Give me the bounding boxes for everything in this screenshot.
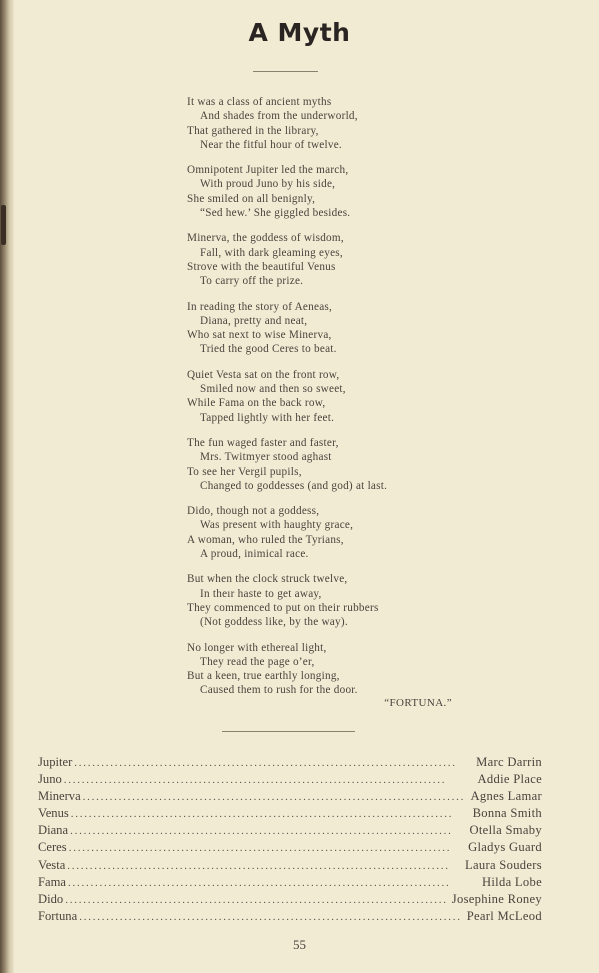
cast-row	[38, 908, 542, 925]
stanza	[187, 436, 477, 493]
dot-leader	[65, 892, 450, 909]
cast-row	[38, 857, 542, 874]
dot-leader	[68, 875, 480, 892]
cast-row	[38, 754, 542, 771]
cast-actor: Josephine Roney	[451, 891, 542, 906]
poem-line: Dido, though not a goddess,	[187, 505, 320, 518]
cast-actor: Addie Place	[477, 772, 542, 787]
cast-role: Diana	[38, 823, 69, 838]
page-number: 55	[293, 937, 306, 952]
stanza	[187, 95, 477, 152]
cast-role: Dido	[38, 891, 64, 906]
cast-role: Minerva	[38, 789, 81, 804]
poem-line: (Not goddess like, by the way).	[200, 616, 348, 629]
section-divider	[222, 731, 355, 732]
cast-row	[38, 822, 542, 839]
dot-leader	[71, 806, 471, 823]
poem-line: She smiled on all benignly,	[187, 192, 316, 205]
poem-line: Changed to goddesses (and god) at last.	[200, 479, 388, 492]
poem-line: Mrs. Twitmyer stood aghast	[200, 451, 332, 464]
cast-actor: Pearl McLeod	[466, 908, 542, 923]
cast-role: Venus	[38, 806, 69, 821]
cast-actor: Bonna Smith	[472, 806, 542, 821]
poem-line: Diana, pretty and neat,	[200, 314, 308, 327]
poem-line: Who sat next to wise Minerva,	[187, 329, 332, 342]
page-title: A Myth	[248, 18, 351, 47]
poem-line: And shades from the underworld,	[200, 110, 358, 123]
cast-row	[38, 805, 542, 822]
cast-role: Fortuna	[38, 908, 78, 923]
poem-line: In reading the story of Aeneas,	[187, 300, 333, 313]
dot-leader	[64, 772, 476, 789]
stanza	[187, 300, 477, 357]
poem-line: A woman, who ruled the Tyrians,	[187, 533, 344, 546]
binding-mark	[1, 205, 6, 245]
cast-actor: Marc Darrin	[476, 755, 542, 769]
poem-line: Caused them to rush for the door.	[200, 684, 358, 697]
stanza	[187, 231, 477, 288]
poem-line: Fall, with dark gleaming eyes,	[200, 246, 343, 259]
cast-role: Jupiter	[38, 755, 73, 769]
poem-line: Near the fitful hour of twelve.	[200, 138, 342, 151]
cast-actor: Hilda Lobe	[481, 874, 542, 889]
cast-actor: Laura Souders	[465, 857, 542, 872]
poem-line: That gathered in the library,	[187, 124, 319, 137]
poem-line: They read the page o’er,	[200, 655, 315, 668]
poem-line: They commenced to put on their rubbers	[187, 601, 379, 614]
stanza	[187, 572, 477, 629]
title-divider	[253, 71, 318, 72]
cast-actor: Gladys Guard	[468, 840, 542, 855]
poem-line: Strove with the beautiful Venus	[187, 260, 336, 273]
poem-signature: “FORTUNA.”	[384, 697, 452, 709]
poem-line: Minerva, the goddess of wisdom,	[187, 232, 344, 245]
poem-line: While Fama on the back row,	[187, 397, 326, 410]
cast-row	[38, 771, 542, 788]
poem-line: No longer with ethereal light,	[187, 641, 327, 654]
cast-role: Ceres	[38, 840, 67, 855]
dot-leader	[79, 909, 465, 926]
dot-leader	[69, 840, 466, 857]
cast-row	[38, 788, 542, 805]
dot-leader	[70, 823, 467, 840]
poem-line: To see her Vergil pupils,	[187, 465, 302, 478]
dot-leader	[83, 789, 469, 806]
poem-line: But a keen, true earthly longing,	[187, 670, 340, 683]
poem-line: But when the clock struck twelve,	[187, 573, 348, 586]
poem-line: Was present with haughty grace,	[200, 519, 354, 532]
poem	[187, 95, 477, 709]
cast-list	[38, 754, 542, 925]
cast-actor: Otella Smaby	[469, 823, 542, 838]
poem-line: In theır haste to get away,	[200, 587, 322, 600]
stanza	[187, 368, 477, 425]
poem-line: Tried the good Ceres to beat.	[200, 343, 337, 356]
cast-role: Vesta	[38, 857, 66, 872]
cast-row	[38, 891, 542, 908]
cast-role: Fama	[38, 874, 66, 889]
poem-line: The fun waged faster and faster,	[187, 436, 339, 449]
stanza	[187, 163, 477, 220]
poem-line: With proud Juno by his side,	[200, 178, 336, 191]
stanza	[187, 504, 477, 561]
cast-row	[38, 874, 542, 891]
cast-actor: Agnes Lamar	[470, 789, 542, 804]
poem-line: Smiled now and then so sweet,	[200, 383, 346, 396]
poem-line: “Sed hew.’ She giggled besides.	[200, 207, 351, 220]
cast-role: Juno	[38, 772, 62, 787]
cast-row	[38, 839, 542, 856]
poem-line: Quiet Vesta sat on the front row,	[187, 368, 340, 381]
poem-line: A proud, inimical race.	[200, 548, 309, 561]
stanza	[187, 641, 477, 698]
book-spine-shadow	[0, 0, 14, 973]
dot-leader	[67, 858, 463, 875]
dot-leader	[74, 755, 474, 772]
poem-line: Tapped lightly with her feet.	[200, 411, 335, 424]
poem-line: To carry off the prize.	[200, 275, 304, 288]
poem-line: Omnipotent Jupiter led the march,	[187, 164, 349, 177]
poem-line: It was a class of ancient myths	[187, 96, 332, 108]
